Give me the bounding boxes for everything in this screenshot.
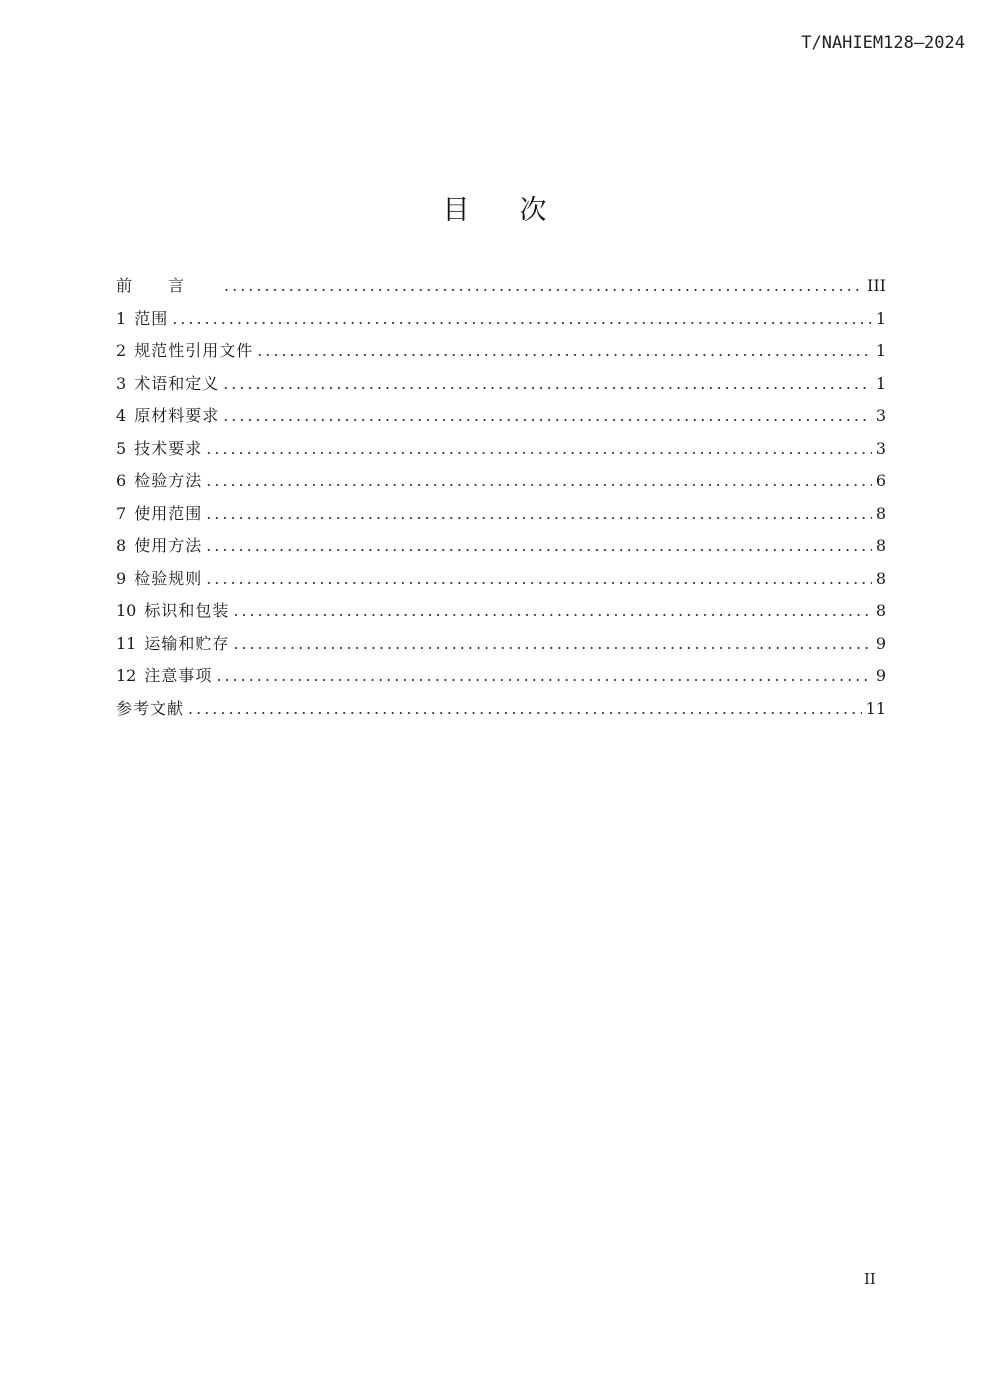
toc-entry-label: 范围 (134, 308, 169, 328)
toc-entry-page: 11 (865, 698, 886, 718)
toc-entry-label: 注意事项 (144, 666, 213, 685)
toc-entry-number: 12 (116, 666, 137, 685)
toc-entry-label: 运输和贮存 (144, 633, 230, 653)
table-of-contents (116, 270, 886, 725)
toc-entry-5[interactable] (116, 433, 886, 466)
toc-entry-page: 1 (875, 308, 886, 328)
toc-entry-10[interactable] (116, 595, 886, 628)
toc-dot-leader (206, 465, 872, 498)
toc-entry-label: 使用范围 (134, 503, 203, 523)
toc-entry-7[interactable] (116, 498, 886, 531)
toc-entry-1[interactable] (116, 303, 886, 336)
title-char-1: 目 (442, 195, 470, 226)
toc-entry-number: 10 (116, 601, 137, 620)
toc-entry-label: 参考文献 (116, 698, 185, 718)
page-title (0, 188, 989, 227)
toc-dot-leader (223, 400, 872, 433)
toc-entry-number: 4 (116, 406, 127, 425)
page-number: II (864, 1270, 876, 1288)
toc-dot-leader (224, 270, 863, 303)
toc-entry-number: 2 (116, 341, 127, 360)
toc-dot-leader (206, 563, 872, 596)
toc-entry-label: 原材料要求 (134, 406, 220, 425)
toc-dot-leader (223, 368, 872, 401)
toc-entry-number: 8 (116, 536, 127, 555)
toc-entry-label: 前言 (116, 276, 221, 295)
toc-entry-page: III (867, 276, 886, 295)
toc-entry-label: 检验规则 (134, 568, 203, 588)
toc-dot-leader (206, 498, 872, 531)
toc-entry-page: 9 (875, 666, 886, 685)
toc-entry-12[interactable] (116, 660, 886, 693)
toc-entry-number: 1 (116, 308, 127, 328)
toc-dot-leader (216, 660, 871, 693)
toc-dot-leader (257, 335, 872, 368)
toc-entry-page: 1 (875, 373, 886, 393)
title-char-2: 次 (519, 195, 547, 226)
toc-entry-8[interactable] (116, 530, 886, 563)
toc-dot-leader (188, 693, 862, 726)
toc-entry-label: 术语和定义 (134, 373, 220, 393)
toc-dot-leader (233, 628, 871, 661)
toc-entry-6[interactable] (116, 465, 886, 498)
toc-entry-page: 9 (875, 633, 886, 653)
toc-entry-page: 8 (875, 536, 886, 555)
toc-entry-label: 规范性引用文件 (134, 341, 254, 360)
toc-entry-label: 技术要求 (134, 438, 203, 458)
toc-entry-number: 7 (116, 503, 127, 523)
toc-entry-number: 11 (116, 633, 137, 653)
toc-entry-label: 使用方法 (134, 536, 203, 555)
toc-entry-11[interactable] (116, 628, 886, 661)
toc-dot-leader (172, 303, 872, 336)
toc-entry-page: 3 (875, 406, 886, 425)
toc-entry-page: 1 (875, 341, 886, 360)
toc-entry-page: 3 (875, 438, 886, 458)
toc-entry-label: 标识和包装 (144, 601, 230, 620)
toc-entry-page: 8 (875, 601, 886, 620)
toc-entry-9[interactable] (116, 563, 886, 596)
toc-entry-page: 8 (875, 503, 886, 523)
toc-entry-number: 9 (116, 568, 127, 588)
toc-dot-leader (233, 595, 871, 628)
toc-entry-page: 8 (875, 568, 886, 588)
toc-entry-2[interactable] (116, 335, 886, 368)
toc-dot-leader (206, 530, 872, 563)
toc-entry-4[interactable] (116, 400, 886, 433)
document-code: T/NAHIEM128—2024 (801, 33, 965, 53)
toc-entry-references[interactable] (116, 693, 886, 726)
toc-entry-number: 6 (116, 471, 127, 490)
toc-entry-number: 3 (116, 373, 127, 393)
toc-entry-number: 5 (116, 438, 127, 458)
toc-entry-page: 6 (875, 471, 886, 490)
toc-entry-3[interactable] (116, 368, 886, 401)
toc-dot-leader (206, 433, 872, 466)
toc-entry-label: 检验方法 (134, 471, 203, 490)
toc-entry-foreword[interactable] (116, 270, 886, 303)
